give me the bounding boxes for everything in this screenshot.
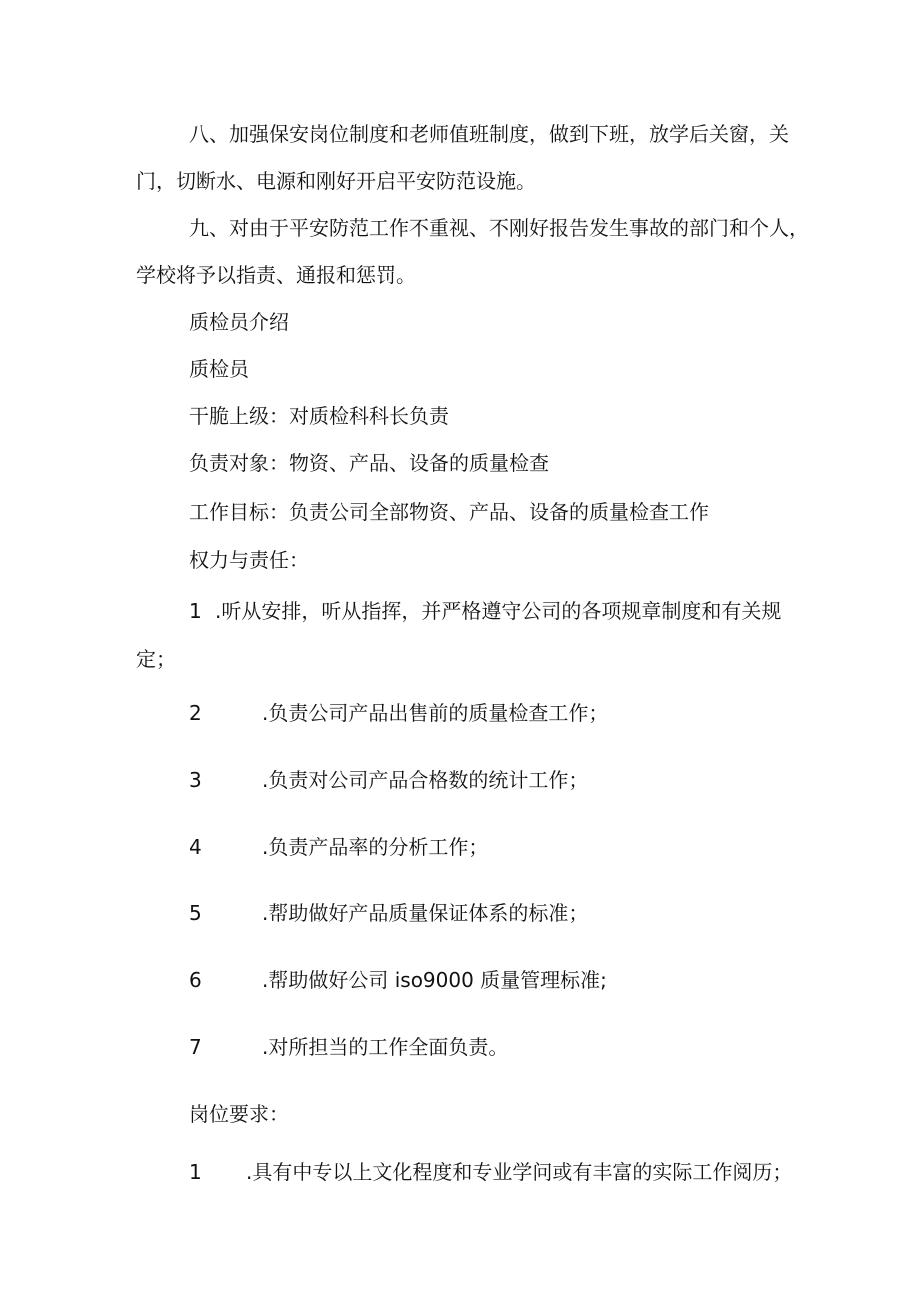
duty-text: .负责公司产品出售前的质量检查工作； bbox=[262, 701, 609, 725]
scope-line: 负责对象：物资、产品、设备的质量检查 bbox=[189, 451, 549, 475]
duty-text-continued: 定； bbox=[136, 647, 176, 671]
duty-text: .负责对公司产品合格数的统计工作； bbox=[262, 768, 589, 792]
duty-number: 5 bbox=[189, 901, 202, 925]
goal-line: 工作目标：负责公司全部物资、产品、设备的质量检查工作 bbox=[189, 500, 709, 524]
duty-text: .对所担当的工作全面负责。 bbox=[262, 1035, 509, 1059]
requirement-text: .具有中专以上文化程度和专业学问或有丰富的实际工作阅历； bbox=[246, 1160, 793, 1184]
paragraph-9-line-1: 九、对由于平安防范工作不重视、不刚好报告发生事故的部门和个人， bbox=[189, 216, 809, 240]
role-title: 质检员 bbox=[189, 357, 249, 381]
duty-number: 6 bbox=[189, 968, 202, 992]
duty-text: .负责产品率的分析工作； bbox=[262, 835, 489, 859]
duty-text: .听从安排，听从指挥，并严格遵守公司的各项规章制度和有关规 bbox=[215, 599, 782, 623]
duty-number: 1 bbox=[189, 599, 202, 623]
paragraph-9-line-2: 学校将予以指责、通报和惩罚。 bbox=[136, 263, 416, 287]
duty-text: .帮助做好公司 iso9000 质量管理标准; bbox=[262, 968, 607, 992]
duty-number: 7 bbox=[189, 1035, 202, 1059]
section-title: 质检员介绍 bbox=[189, 310, 289, 334]
superior-line: 干脆上级：对质检科科长负责 bbox=[189, 404, 449, 428]
paragraph-8-line-2: 门，切断水、电源和刚好开启平安防范设施。 bbox=[136, 169, 536, 193]
duties-heading: 权力与责任： bbox=[189, 548, 309, 572]
requirement-number: 1 bbox=[189, 1160, 202, 1184]
duty-number: 2 bbox=[189, 701, 202, 725]
requirements-heading: 岗位要求： bbox=[189, 1102, 289, 1126]
duty-number: 4 bbox=[189, 835, 202, 859]
paragraph-8-line-1: 八、加强保安岗位制度和老师值班制度，做到下班，放学后关窗，关 bbox=[189, 122, 789, 146]
duty-text: .帮助做好产品质量保证体系的标准； bbox=[262, 901, 589, 925]
duty-number: 3 bbox=[189, 768, 202, 792]
